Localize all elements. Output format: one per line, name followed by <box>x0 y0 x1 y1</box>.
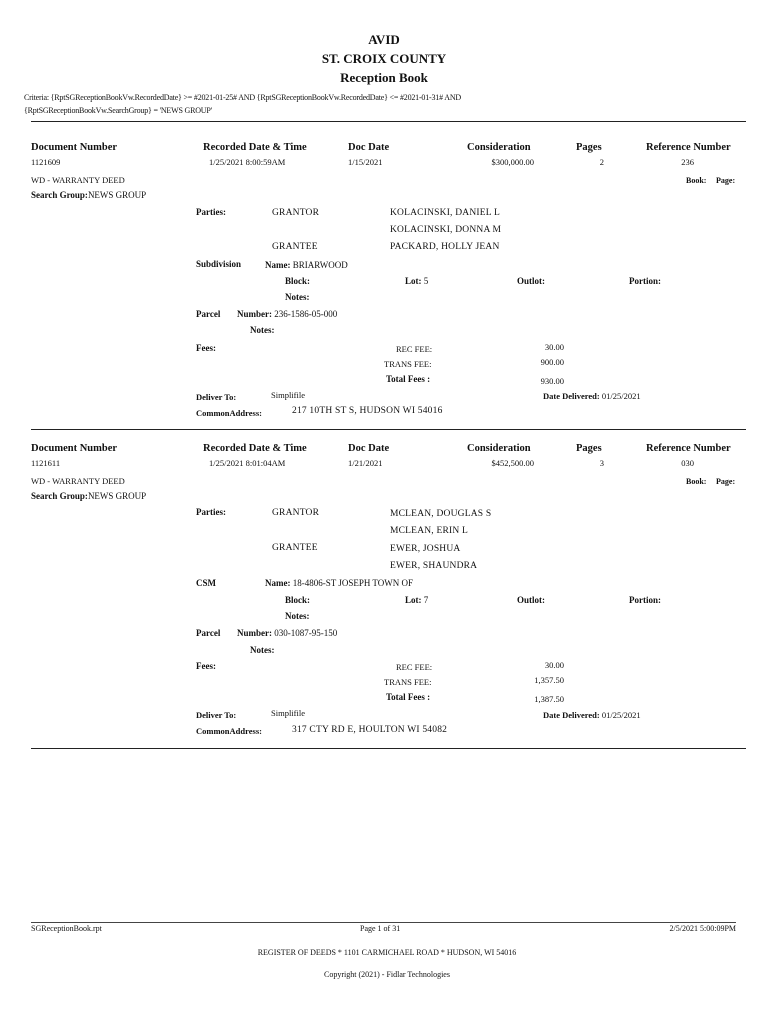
parcel-number-row <box>237 628 337 638</box>
legal-name-row <box>265 260 348 270</box>
date-delivered-value: 01/25/2021 <box>601 391 641 401</box>
parcel-label: Parcel <box>196 628 221 638</box>
date-delivered-row <box>543 391 641 401</box>
legal-name: BRIARWOOD <box>292 260 348 270</box>
col-header-consideration: Consideration <box>467 142 531 153</box>
parcel-label: Parcel <box>196 309 221 319</box>
parcel-number: 236-1586-05-000 <box>274 309 338 319</box>
report-agency: AVID <box>368 32 400 47</box>
col-header-consideration: Consideration <box>467 443 531 454</box>
lot-label: Lot: <box>405 595 422 605</box>
report-title: Reception Book <box>340 70 428 85</box>
grantor-label: GRANTOR <box>272 508 320 518</box>
parcel-notes-label: Notes: <box>250 645 275 655</box>
office-address: REGISTER OF DEEDS * 1101 CARMICHAEL ROAD * HUDSON, WI 54016 <box>257 948 517 957</box>
doc-type: WD - WARRANTY DEED <box>31 175 125 185</box>
grantee-name: EWER, SHAUNDRA <box>390 561 478 571</box>
outlot-label: Outlot: <box>517 595 545 605</box>
common-address-value: 217 10TH ST S, HUDSON WI 54016 <box>292 406 443 416</box>
total-fees-label: Total Fees : <box>386 374 431 384</box>
col-header-reference: Reference Number <box>646 443 731 454</box>
grantee-name: PACKARD, HOLLY JEAN <box>390 242 500 252</box>
doc-number: 1121611 <box>31 458 61 468</box>
book-label: Book: <box>686 176 707 185</box>
pages: 2 <box>599 157 604 167</box>
fees-label: Fees: <box>196 661 216 671</box>
col-header-doc-number: Document Number <box>31 443 118 454</box>
col-header-pages: Pages <box>576 142 602 153</box>
search-group-label: Search Group: <box>31 190 88 200</box>
portion-label: Portion: <box>629 595 661 605</box>
parties-label: Parties: <box>196 507 226 517</box>
deliver-to-value: Simplifile <box>271 708 305 718</box>
lot-value: 5 <box>423 276 429 286</box>
record-divider <box>31 748 746 749</box>
pages: 3 <box>599 458 604 468</box>
legal-type-label: Subdivision <box>196 259 242 269</box>
search-group-value: NEWS GROUP <box>87 491 147 501</box>
print-timestamp: 2/5/2021 5:00:09PM <box>669 924 736 933</box>
trans-fee-label: TRANS FEE: <box>384 359 432 369</box>
col-header-doc-number: Document Number <box>31 142 118 153</box>
criteria-line-1: Criteria: {RptSGReceptionBookVw.RecordedDate} >= #2021-01-25# AND {RptSGReceptionBookVw.RecordedDate} <= #2021-01-31# AND <box>24 93 461 102</box>
criteria-line-2: {RptSGReceptionBookVw.SearchGroup} = 'NEWS GROUP' <box>24 106 212 115</box>
grantor-name: MCLEAN, ERIN L <box>390 526 469 536</box>
trans-fee-value: 900.00 <box>540 357 564 367</box>
header-divider <box>31 121 746 122</box>
col-header-reference: Reference Number <box>646 142 731 153</box>
col-header-recorded: Recorded Date & Time <box>203 142 307 153</box>
fees-label: Fees: <box>196 343 216 353</box>
date-delivered-value: 01/25/2021 <box>601 710 641 720</box>
copyright: Copyright (2021) - Fidlar Technologies <box>324 970 450 979</box>
date-delivered-row <box>543 710 641 720</box>
common-address-label: CommonAddress: <box>196 726 262 736</box>
block-label: Block: <box>285 595 311 605</box>
outlot-label: Outlot: <box>517 276 545 286</box>
notes-label: Notes: <box>285 292 310 302</box>
doc-date: 1/21/2021 <box>348 458 383 468</box>
legal-type-label: CSM <box>196 578 216 588</box>
lot-row <box>405 276 428 286</box>
deliver-to-label: Deliver To: <box>196 710 237 720</box>
consideration: $452,500.00 <box>491 458 534 468</box>
parties-label: Parties: <box>196 207 226 217</box>
recorded-datetime: 1/25/2021 8:00:59AM <box>209 157 286 167</box>
search-group-row <box>31 190 146 200</box>
name-label: Name: <box>265 260 291 270</box>
lot-label: Lot: <box>405 276 422 286</box>
number-label: Number: <box>237 628 272 638</box>
trans-fee-value: 1,357.50 <box>534 675 564 685</box>
report-file-name: SGReceptionBook.rpt <box>31 924 102 933</box>
notes-label: Notes: <box>285 611 310 621</box>
recorded-datetime: 1/25/2021 8:01:04AM <box>209 458 286 468</box>
col-header-doc-date: Doc Date <box>348 142 390 153</box>
search-group-row <box>31 491 146 501</box>
total-fees-label: Total Fees : <box>386 692 431 702</box>
grantee-label: GRANTEE <box>272 543 318 553</box>
block-label: Block: <box>285 276 311 286</box>
trans-fee-label: TRANS FEE: <box>384 677 432 687</box>
page-indicator: Page 1 of 31 <box>360 924 401 933</box>
page-label: Page: <box>716 477 736 486</box>
common-address-label: CommonAddress: <box>196 408 262 418</box>
col-header-pages: Pages <box>576 443 602 454</box>
grantee-name: EWER, JOSHUA <box>390 544 461 554</box>
portion-label: Portion: <box>629 276 661 286</box>
reference-number: 236 <box>681 157 694 167</box>
lot-row <box>405 595 428 605</box>
parcel-number: 030-1087-95-150 <box>274 628 338 638</box>
legal-name-row <box>265 578 413 588</box>
page-label: Page: <box>716 176 736 185</box>
footer-divider <box>31 922 736 923</box>
grantor-name: KOLACINSKI, DONNA M <box>390 225 502 235</box>
number-label: Number: <box>237 309 272 319</box>
deliver-to-label: Deliver To: <box>196 392 237 402</box>
grantee-label: GRANTEE <box>272 242 318 252</box>
date-delivered-label: Date Delivered: <box>543 391 600 401</box>
doc-number: 1121609 <box>31 157 61 167</box>
search-group-value: NEWS GROUP <box>87 190 147 200</box>
legal-name: 18-4806-ST JOSEPH TOWN OF <box>292 578 414 588</box>
consideration: $300,000.00 <box>491 157 534 167</box>
rec-fee-label: REC FEE: <box>396 344 433 354</box>
col-header-doc-date: Doc Date <box>348 443 390 454</box>
grantor-name: KOLACINSKI, DANIEL L <box>390 208 500 218</box>
deliver-to-value: Simplifile <box>271 390 305 400</box>
col-header-recorded: Recorded Date & Time <box>203 443 307 454</box>
parcel-number-row <box>237 309 337 319</box>
total-fees-value: 1,387.50 <box>534 694 564 704</box>
lot-value: 7 <box>423 595 429 605</box>
rec-fee-value: 30.00 <box>544 660 564 670</box>
reference-number: 030 <box>681 458 694 468</box>
search-group-label: Search Group: <box>31 491 88 501</box>
record-divider <box>31 429 746 430</box>
common-address-value: 317 CTY RD E, HOULTON WI 54082 <box>292 725 448 735</box>
rec-fee-value: 30.00 <box>544 342 564 352</box>
book-label: Book: <box>686 477 707 486</box>
total-fees-value: 930.00 <box>540 376 564 386</box>
report-county: ST. CROIX COUNTY <box>321 51 447 66</box>
name-label: Name: <box>265 578 291 588</box>
doc-date: 1/15/2021 <box>348 157 383 167</box>
grantor-label: GRANTOR <box>272 208 320 218</box>
date-delivered-label: Date Delivered: <box>543 710 600 720</box>
grantor-name: MCLEAN, DOUGLAS S <box>390 509 492 519</box>
doc-type: WD - WARRANTY DEED <box>31 476 125 486</box>
rec-fee-label: REC FEE: <box>396 662 433 672</box>
parcel-notes-label: Notes: <box>250 325 275 335</box>
